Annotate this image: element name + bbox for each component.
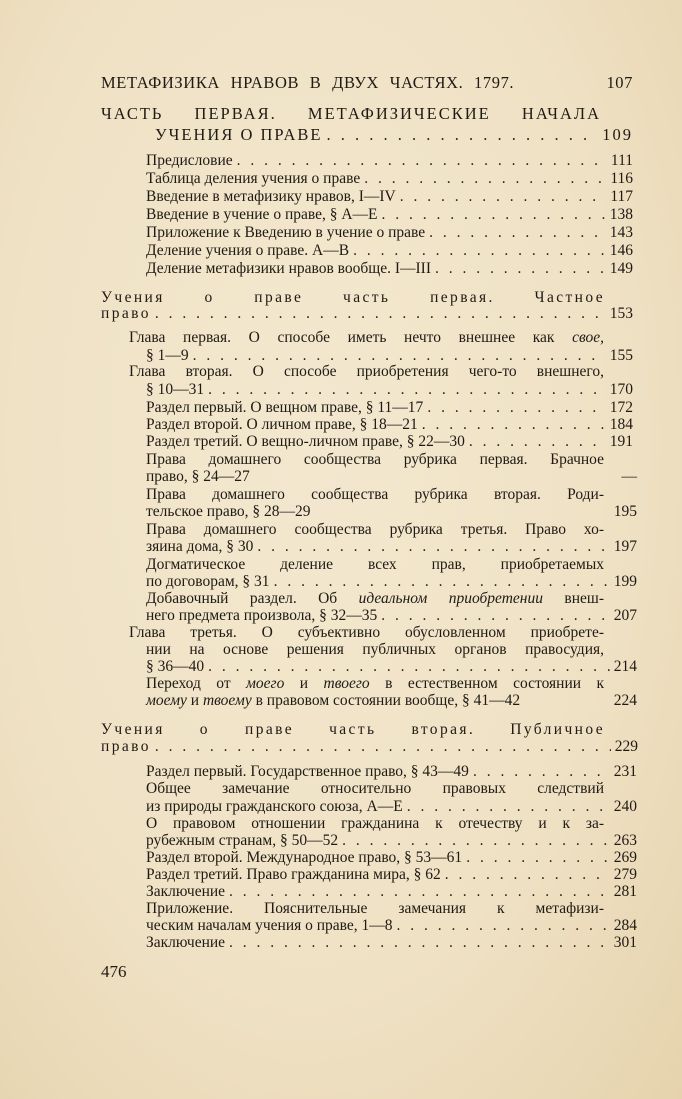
citizen-relation-line2: рубежным странам, § 50—52 . . . 263: [146, 832, 637, 850]
toc-entry-state-law: Раздел первый. Государственное право, § 43—49 . . . 231: [146, 763, 637, 781]
toc-entry-conclusion-final: Заключение . . . 301: [146, 934, 637, 952]
chapter-three-line1: Глава третья. О субъективно обусловленном приобрете-: [129, 624, 604, 641]
toc-entry-real-personal-right: Раздел третий. О вещно-личном праве, § 22—30 . . . 191: [146, 433, 633, 451]
chapter-one-line2: § 1—9 . . . 155: [146, 347, 633, 365]
additional-section-line2: него предмета произвола, § 32—35 . . . 207: [146, 607, 637, 625]
toc-entry-division-metaphysics: Деление метафизики нравов вообще. I—III . . . 149: [146, 260, 633, 278]
running-head-title: МЕТАФИЗИКА НРАВОВ В ДВУХ ЧАСТЯХ. 1797.: [101, 73, 515, 92]
page-number: 229: [614, 738, 638, 755]
appendix-line2: ческим началам учения о праве, 1—8 . . . 284: [146, 917, 637, 935]
citizen-relation-line1: О правовом отношении гражданина к отечеству и к за-: [146, 815, 604, 832]
toc-entry-preface: Предисловие . . . 111: [146, 152, 633, 170]
chapter-three-line2: нии на основе решения публичных органов правосудия,: [146, 641, 604, 658]
domestic-rubric-three-line1: Права домашнего сообщества рубрика третья. Право хо-: [146, 521, 604, 538]
page-folio: 476: [101, 962, 127, 981]
public-law-heading-line2: право . . . 229: [101, 738, 638, 756]
toc-entry-personal-right: Раздел второй. О личном праве, § 18—21 . . . 184: [146, 416, 633, 434]
transition-line2: моему и твоему в правовом состоянии вообще, § 41—42 224: [146, 692, 637, 709]
domestic-rubric-two-line1: Права домашнего сообщества рубрика вторая. Роди-: [146, 486, 604, 503]
transition-line1: Переход от моего и твоего в естественном состоянии к: [146, 675, 604, 692]
toc-entry-cosmopolitan-law: Раздел третий. Право гражданина мира, § 62 . . . 279: [146, 866, 637, 884]
general-remark-line1: Общее замечание относительно правовых следствий: [146, 780, 604, 797]
dogmatic-division-line2: по договорам, § 31 . . . 199: [146, 573, 637, 591]
domestic-rubric-two-line2: тельское право, § 28—29 195: [146, 503, 637, 520]
chapter-two-line2: § 10—31 . . . 170: [146, 381, 633, 399]
domestic-rubric-three-line2: зяина дома, § 30 . . . 197: [146, 538, 637, 556]
toc-entry-appendix-intro: Приложение к Введению в учение о праве . . . 143: [146, 224, 633, 242]
additional-section-line1: Добавочный раздел. Об идеальном приобретении внеш-: [146, 590, 604, 607]
public-law-heading-line1: Учения о праве часть вторая. Публичное: [101, 721, 605, 738]
private-law-heading-line2: право . . . 153: [101, 305, 633, 323]
private-law-heading-line1: Учения о праве часть первая. Частное: [101, 289, 605, 306]
dogmatic-division-line1: Догматическое деление всех прав, приобретаемых: [146, 556, 604, 573]
toc-entry-intro-right: Введение в учение о праве, § A—E . . . 138: [146, 206, 633, 224]
general-remark-line2: из природы гражданского союза, A—E . . . 240: [146, 798, 637, 816]
part-one-title-line2: УЧЕНИЯ О ПРАВЕ . . . 109: [155, 126, 633, 144]
toc-entry-conclusion: Заключение . . . 281: [146, 883, 637, 901]
toc-entry-table: Таблица деления учения о праве . . . 116: [146, 170, 633, 188]
chapter-two-line1: Глава вторая. О способе приобретения чего-то внешнего,: [129, 363, 604, 380]
toc-entry-real-right: Раздел первый. О вещном праве, § 11—17 . . . 172: [146, 399, 633, 417]
running-head: [101, 74, 633, 92]
domestic-rubric-one-line1: Права домашнего сообщества рубрика первая. Брачное: [146, 451, 604, 468]
part-one-title-line1: ЧАСТЬ ПЕРВАЯ. МЕТАФИЗИЧЕСКИЕ НАЧАЛА: [101, 104, 601, 123]
page-number: 153: [609, 305, 633, 322]
toc-entry-division-right: Деление учения о праве. A—B . . . 146: [146, 242, 633, 260]
appendix-line1: Приложение. Пояснительные замечания к метафизи-: [146, 900, 604, 917]
toc-entry-intro-metaphysics: Введение в метафизику нравов, I—IV . . . 117: [146, 188, 633, 206]
chapter-one-line1: Глава первая. О способе иметь нечто внешнее как свое,: [129, 329, 604, 346]
domestic-rubric-one-line2: право, § 24—27 —: [146, 468, 637, 485]
page-number: 109: [602, 125, 633, 144]
toc-entry-international-law: Раздел второй. Международное право, § 53—61 . . . 269: [146, 849, 637, 867]
running-head-page: 107: [606, 73, 633, 92]
chapter-three-line3: § 36—40 . . . 214: [146, 658, 637, 676]
